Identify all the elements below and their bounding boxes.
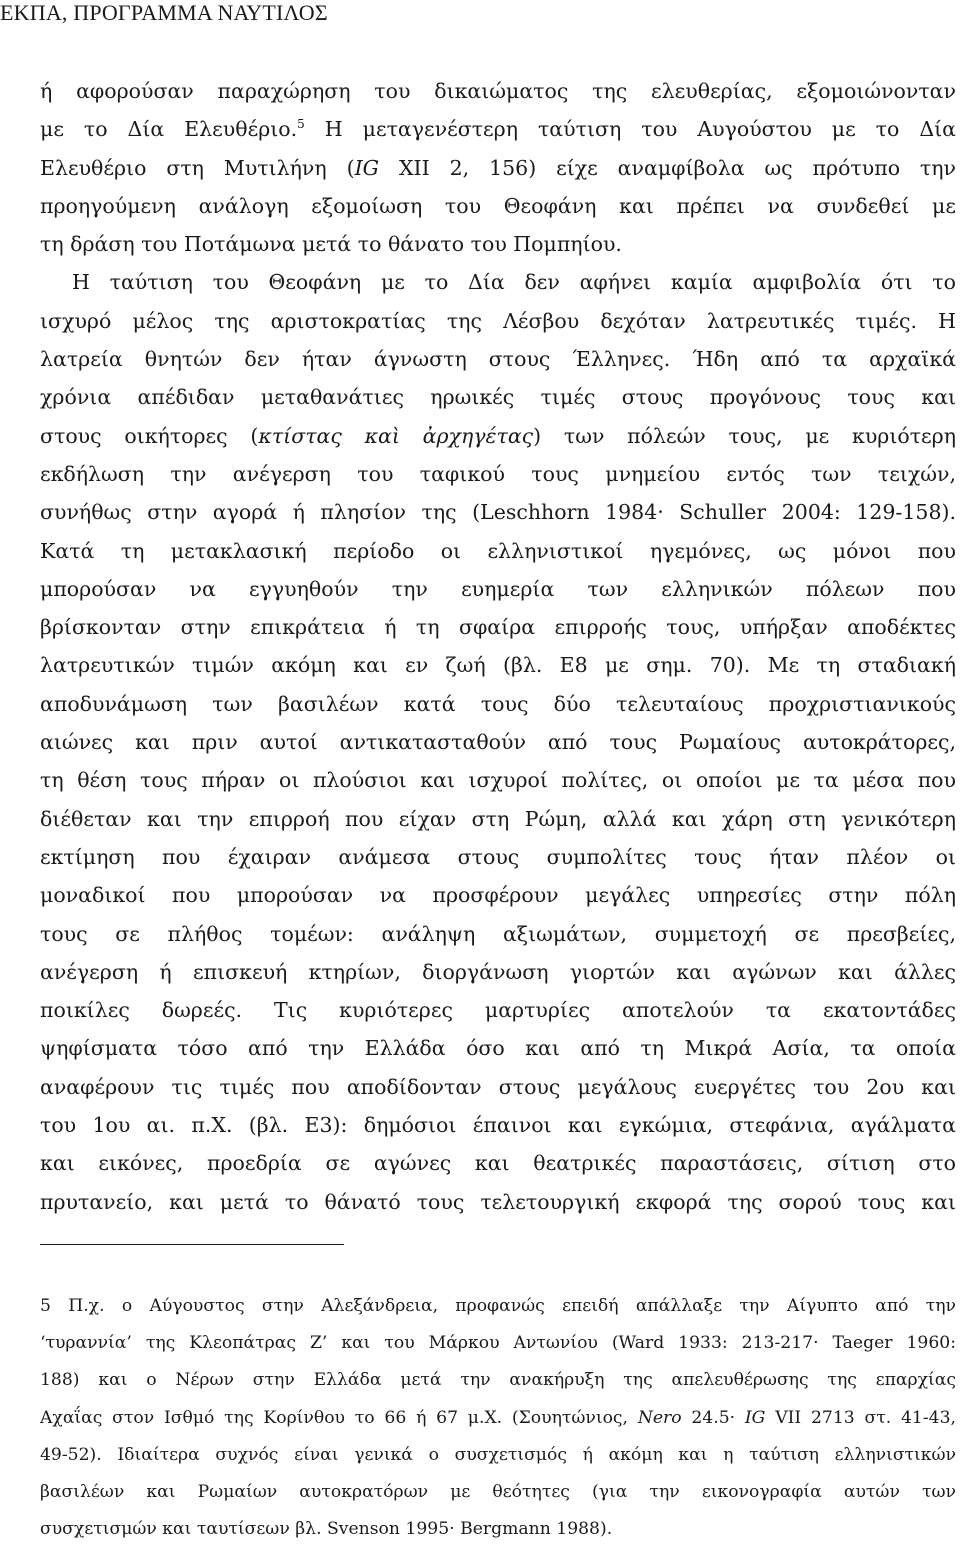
footnote-separator <box>40 1244 344 1245</box>
text-line: ανέγερση ή επισκευή κτηρίων, διοργάνωση γιορτών και αγώνων και άλλες <box>40 959 956 984</box>
footnote-line: 188) και ο Νέρων στην Ελλάδα μετά την ανακήρυξη της απελευθέρωσης της επαρχίας <box>40 1370 956 1391</box>
footnote-line: 49-52). Ιδιαίτερα συχνός είναι γενικά ο συσχετισμός ή ακόμη και η ταύτιση ελληνιστικών <box>40 1444 956 1465</box>
footnote <box>40 1288 956 1548</box>
text-line: προηγούμενη ανάλογη εξομοίωση του Θεοφάνη και πρέπει να συνδεθεί με <box>40 193 956 218</box>
text-line: ή αφορούσαν παραχώρηση του δικαιώματος της ελευθερίας, εξομοιώνονταν <box>40 79 956 103</box>
text-line: αποδυνάμωση των βασιλέων κατά τους δύο τελευταίους προχριστιανικούς <box>40 691 956 716</box>
footnote-number: 5 <box>40 1296 51 1316</box>
footnote-line: 5 Π.χ. ο Αύγουστος στην Αλεξάνδρεια, προφανώς επειδή απάλλαξε την Αίγυπτο από την <box>40 1296 956 1316</box>
text-line: ισχυρό μέλος της αριστοκρατίας της Λέσβου δεχόταν λατρευτικές τιμές. Η <box>40 308 956 333</box>
text-line: και εικόνες, προεδρία σε αγώνες και θεατρικές παραστάσεις, σίτιση στο <box>40 1151 956 1176</box>
text-line: εκτίμηση που έχαιραν ανάμεσα στους συμπολίτες τους ήταν πλέον οι <box>40 844 956 869</box>
footnote-line: βασιλέων και Ρωμαίων αυτοκρατόρων με θεότητες (για την εικονογραφία αυτών των <box>40 1481 956 1502</box>
footnote-line: συσχετισμών και ταυτίσεων βλ. Svenson 1995· Bergmann 1988). <box>40 1519 613 1540</box>
page-header: ΕΚΠΑ, ΠΡΟΓΡΑΜΜΑ ΝΑΥΤΙΛΟΣ <box>0 0 328 25</box>
text-line: πρυτανείο, και μετά το θάνατό τους τελετουργική εκφορά της σορού τους και <box>40 1189 956 1214</box>
text-line: στους οικήτορες (κτίστας καὶ ἀρχηγέτας) των πόλεών τους, με κυριότερη <box>40 423 957 448</box>
text-line: διέθεταν και την επιρροή που είχαν στη Ρώμη, αλλά και χάρη στη γενικότερη <box>40 806 956 831</box>
text-line: του 1ου αι. π.Χ. (βλ. Ε3): δημόσιοι έπαινοι και εγκώμια, στεφάνια, αγάλματα <box>40 1113 956 1138</box>
text-line: μοναδικοί που μπορούσαν να προσφέρουν μεγάλες υπηρεσίες στην πόλη <box>40 883 956 908</box>
text-line: τη θέση τους πήραν οι πλούσιοι και ισχυροί πολίτες, οι οποίοι με τα μέσα που <box>40 768 956 793</box>
text-line: αιώνες και πριν αυτοί αντικατασταθούν από τους Ρωμαίους αυτοκράτορες, <box>40 730 956 755</box>
text-line: αναφέρουν τις τιμές που αποδίδονταν στους μεγάλους ευεργέτες του 2ου και <box>40 1074 956 1099</box>
text-line: μπορούσαν να εγγυηθούν την ευημερία των ελληνικών πόλεων που <box>40 576 956 601</box>
text-line: λατρεία θνητών δεν ήταν άγνωστη στους Έλληνες. Ήδη από τα αρχαϊκά <box>40 347 956 372</box>
text-line: τους σε πλήθος τομέων: ανάληψη αξιωμάτων, συμμετοχή σε πρεσβείες, <box>40 921 956 946</box>
footnote-line: Αχαΐας στον Ισθμό της Κορίνθου το 66 ή 67 μ.Χ. (Σουητώνιος, Nero 24.5· IG VII 2713 στ. 41-43, <box>40 1407 956 1428</box>
text-line: Κατά τη μετακλασική περίοδο οι ελληνιστικοί ηγεμόνες, ως μόνοι που <box>40 538 956 563</box>
footnote-line: ‘τυραννία’ της Κλεοπάτρας Ζ’ και του Μάρκου Αντωνίου (Ward 1933: 213-217· Taeger 1960: <box>40 1333 956 1354</box>
text-line: Ελευθέριο στη Μυτιλήνη (IG XII 2, 156) είχε αναμφίβολα ως πρότυπο την <box>40 155 957 180</box>
text-line: τη δράση του Ποτάμωνα μετά το θάνατο του Πομπηίου. <box>40 232 622 257</box>
text-line: λατρευτικών τιμών ακόμη και εν ζωή (βλ. Ε8 με σημ. 70). Με τη σταδιακή <box>40 653 956 678</box>
footnote-reference[interactable]: 5 <box>297 117 305 132</box>
text-line: εκδήλωση την ανέγερση του ταφικού τους μνημείου εντός των τειχών, <box>40 461 956 486</box>
text-line: χρόνια απέδιδαν μεταθανάτιες ηρωικές τιμές στους προγόνους τους και <box>40 385 956 410</box>
main-text <box>40 72 956 1221</box>
text-line: με το Δία Ελευθέριο.$^5$ Η μεταγενέστερη ταύτιση του Αυγούστου με το Δία <box>40 117 957 142</box>
text-line: ποικίλες δωρεές. Τις κυριότερες μαρτυρίες αποτελούν τα εκατοντάδες <box>40 998 956 1023</box>
text-line: βρίσκονταν στην επικράτεια ή τη σφαίρα επιρροής τους, υπήρξαν αποδέκτες <box>40 615 956 640</box>
text-line: ψηφίσματα τόσο από την Ελλάδα όσο και από τη Μικρά Ασία, τα οποία <box>40 1036 956 1061</box>
text-line: συνήθως στην αγορά ή πλησίον της (Leschhorn 1984· Schuller 2004: 129-158). <box>40 500 956 525</box>
paragraph-start: Η ταύτιση του Θεοφάνη με το Δία δεν αφήνει καμία αμφιβολία ότι το <box>72 270 956 295</box>
